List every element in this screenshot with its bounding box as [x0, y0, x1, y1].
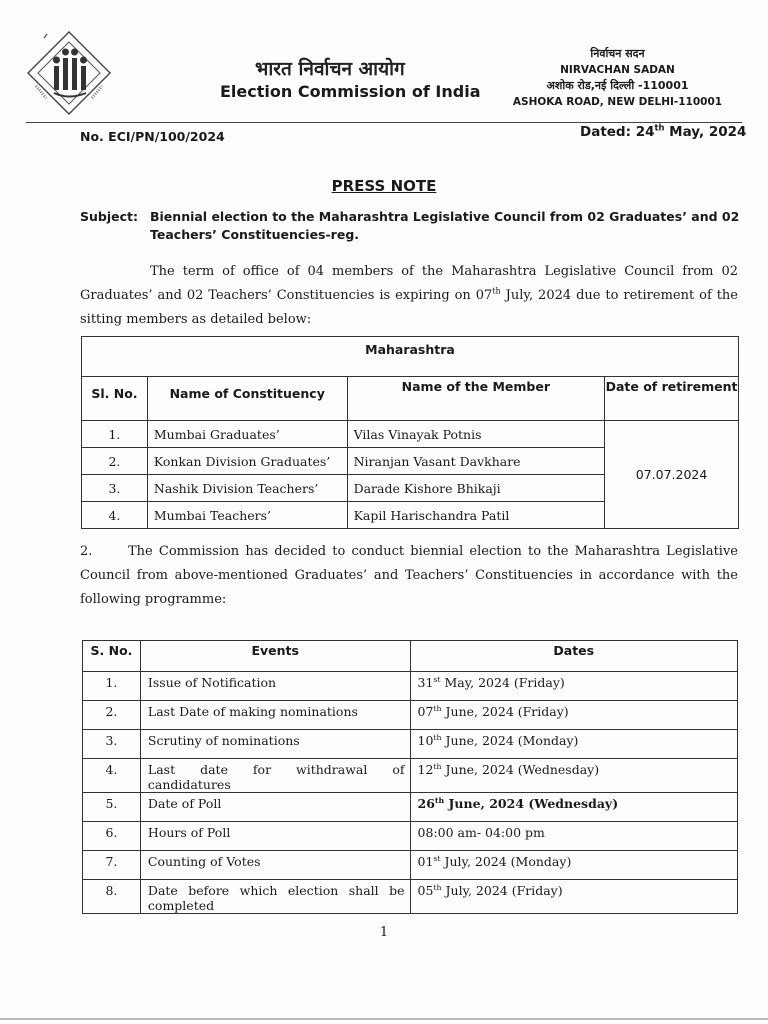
dated-line: Dated: 24th May, 2024: [580, 122, 747, 140]
table-row: 4. Last date for withdrawal of candidatures 12th June, 2024 (Wednesday): [83, 759, 738, 793]
address-block: [510, 46, 725, 110]
hindi-org-title: भारत निर्वाचन आयोग: [255, 58, 405, 80]
table-row: 2. Last Date of making nominations 07th June, 2024 (Friday): [83, 701, 738, 730]
table-row: 7. Counting of Votes 01st July, 2024 (Monday): [83, 851, 738, 880]
col-header-sno: S. No.: [83, 641, 141, 672]
header-divider: [26, 122, 742, 123]
eci-logo-icon: [24, 28, 114, 118]
col-header-retirement: Date of retirement: [605, 377, 739, 421]
page-number: 1: [379, 925, 389, 940]
table-row: 6. Hours of Poll 08:00 am- 04:00 pm: [83, 822, 738, 851]
col-header-dates: Dates: [410, 641, 737, 672]
table-row: 3. Scrutiny of nominations 10th June, 2024 (Monday): [83, 730, 738, 759]
table-row: 1. Mumbai Graduates’ Vilas Vinayak Potnis 07.07.2024: [82, 421, 739, 448]
col-header-member: Name of the Member: [347, 377, 605, 421]
col-header-events: Events: [140, 641, 410, 672]
address-hindi-2: अशोक रोड,नई दिल्ली -110001: [546, 79, 689, 92]
members-table: [81, 336, 739, 529]
table-title: Maharashtra: [82, 337, 739, 377]
col-header-constituency: Name of Constituency: [147, 377, 347, 421]
subject-label: Subject:: [80, 209, 138, 224]
table-row: 2. Konkan Division Graduates’ Niranjan Vasant Davkhare: [82, 448, 739, 475]
address-line-2: ASHOKA ROAD, NEW DELHI-110001: [512, 96, 723, 108]
table-row: 5. Date of Poll 26th June, 2024 (Wednesday): [83, 793, 738, 822]
subject-text: Biennial election to the Maharashtra Legislative Council from 02 Graduates’ and 02 Teachers’ Constituencies-reg.: [150, 209, 740, 242]
retirement-date: 07.07.2024: [605, 421, 739, 529]
address-hindi-1: निर्वाचन सदन: [590, 47, 645, 60]
table-row: 8. Date before which election shall be completed 05th July, 2024 (Friday): [83, 880, 738, 914]
page-title: PRESS NOTE: [331, 177, 437, 195]
paragraph-2: 2. The Commission has decided to conduct biennial election to the Maharashtra Legislative Council from above-mentioned Graduates’ and Teachers’ Constituencies in accordance with the following programme:: [80, 544, 738, 607]
table-row: 3. Nashik Division Teachers’ Darade Kishore Bhikaji: [82, 475, 739, 502]
col-header-sl: Sl. No.: [82, 377, 148, 421]
table-row: 4. Mumbai Teachers’ Kapil Harischandra Patil: [82, 502, 739, 529]
schedule-table: [82, 640, 738, 914]
english-org-title: Election Commission of India: [220, 82, 481, 101]
address-line-1: NIRVACHAN SADAN: [560, 64, 675, 76]
table-row: 1. Issue of Notification 31st May, 2024 (Friday): [83, 672, 738, 701]
reference-number: No. ECI/PN/100/2024: [80, 129, 225, 144]
scan-edge: [0, 1018, 768, 1020]
paragraph-1: The term of office of 04 members of the Maharashtra Legislative Council from 02 Graduates’ and 02 Teachers’ Constituencies is expiring on 07th July, 2024 due to retirement of the sitting members as detailed below:: [80, 264, 738, 327]
